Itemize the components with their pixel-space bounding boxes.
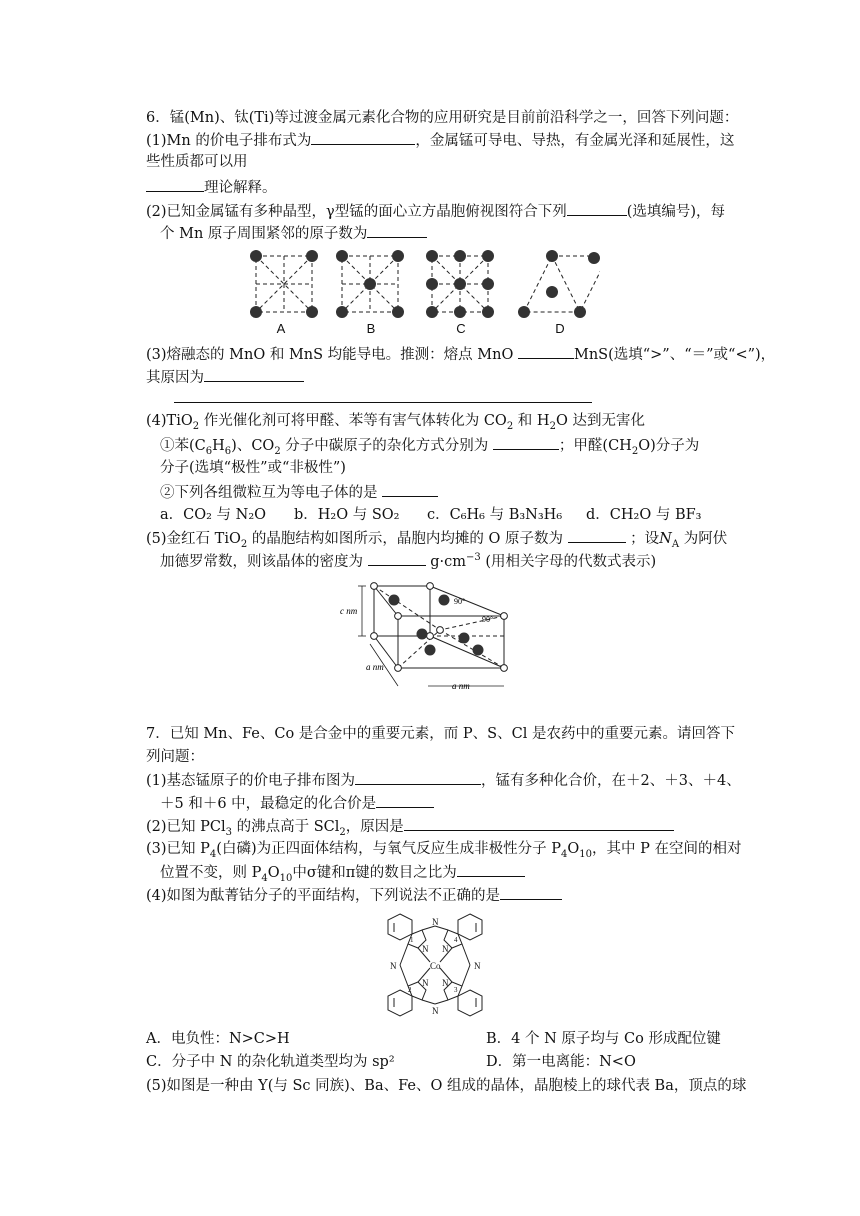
answer-blank[interactable] [493,435,559,450]
nitrogen-number-2: 2 [408,986,412,994]
rutile-unit-cell-figure [340,578,520,694]
q7-stem-line2: 列问题： [146,749,204,765]
figure-label-a: A [276,321,286,336]
option-d[interactable]: D．第一电离能：N<O [486,1054,636,1070]
option-b[interactable]: B．4 个 N 原子均与 Co 形成配位键 [486,1031,721,1047]
answer-blank[interactable] [457,862,525,877]
nitrogen-label: N [390,961,397,971]
nitrogen-label: N [442,944,449,954]
answer-blank[interactable] [567,201,627,216]
c-dimension-label: c nm [340,606,358,616]
option-a[interactable]: A．电负性：N>C>H [146,1031,290,1047]
q7-part2-line: (2)已知 PCl$_3$ 的沸点高于 SCl$_2$，原因是 [146,816,674,837]
q6-part4-sub2: ②下列各组微粒互为等电子体的是 [160,482,438,503]
q6-part2-line2: 个 Mn 原子周围紧邻的原子数为 [160,223,427,244]
q6-part2-line: (2)已知金属锰有多种晶型，γ型锰的面心立方晶胞俯视图符合下列 (选填编号)，每 [146,201,725,222]
figure-label-c: C [456,321,466,336]
nitrogen-number-3: 3 [454,986,458,994]
q7-part3-line2: 位置不变，则 $P_4O_{10}$中σ键和π键的数目之比为 [160,862,525,883]
figure-label-d: D [555,321,565,336]
answer-line[interactable] [174,402,592,403]
q7-part3-line: (3)已知 $P_4$(白磷)为正四面体结构，与氧气反应生成非极性分子 $P_4O_{10}$，其中 P 在空间的相对 [146,841,742,860]
q6-part4-sub1: ①苯$(C_6H_6)$、$CO_2$ 分子中碳原子的杂化方式分别为 ；甲醛$(CH_2O)$分子为 [160,435,699,456]
option-d[interactable]: d．CH₂O 与 BF₃ [586,507,702,523]
q6-part1-line2: 些性质都可以用 [146,154,248,170]
q7-part5-line: (5)如图是一种由 Y(与 Sc 同族)、Ba、Fe、O 组成的晶体，晶胞棱上的球代表 Ba，顶点的球 [146,1078,747,1094]
option-a[interactable]: a．CO₂ 与 N₂O [160,507,267,523]
nitrogen-label: N [422,978,429,988]
a-dimension-label-2: a nm [452,681,470,691]
answer-blank[interactable] [146,177,204,192]
nitrogen-label: N [474,961,481,971]
answer-blank[interactable] [518,344,574,359]
a-dimension-label: a nm [366,662,384,672]
q7-part1-line2: ＋5 和＋6 中，最稳定的化合价是 [160,793,434,814]
q6-part1-line: (1)Mn 的价电子排布式为 ，金属锰可导电、导热，有金属光泽和延展性，这 [146,130,734,151]
q6-stem: 6．锰(Mn)、钛(Ti)等过渡金属元素化合物的应用研究是目前前沿科学之一，回答下列问题： [146,110,739,126]
answer-blank[interactable] [204,367,304,382]
answer-blank[interactable] [367,223,427,238]
answer-blank[interactable] [311,130,415,145]
q6-part3-line: (3)熔融态的 MnO 和 MnS 均能导电。推测：熔点 MnO MnS(选填“>”、“＝”或“<”)， [146,344,775,365]
q6-part5-line: (5)金红石 TiO$_2$ 的晶胞结构如图所示，晶胞内均摊的 O 原子数为 ；设$N_A$ 为阿伏 [146,528,727,549]
q7-part4-line: (4)如图为酞菁钴分子的平面结构，下列说法不正确的是 [146,885,562,906]
nitrogen-label: N [432,917,439,927]
answer-blank[interactable] [382,482,438,497]
q6-part1-line3: 理论解释。 [146,177,277,198]
answer-blank[interactable] [568,528,626,543]
cobalt-phthalocyanine-structure [370,906,500,1024]
figure-label-b: B [366,321,376,336]
answer-blank[interactable] [376,793,434,808]
q6-part3-line2: 其原因为 [146,367,304,388]
q7-stem: 7．已知 Mn、Fe、Co 是合金中的重要元素，而 P、S、Cl 是农药中的重要元素。请回答下 [146,726,735,742]
view-a [256,256,312,312]
q6-part4-sub1-line2: 分子(选填“极性”或“非极性”) [160,460,346,476]
nitrogen-label: N [432,1006,439,1016]
nitrogen-number-4: 4 [454,936,458,944]
q6-part4-line: (4)TiO$_2$ 作光催化剂可将甲醛、苯等有害气体转化为 $CO_2$ 和 $H_2O$ 达到无害化 [146,413,645,432]
answer-blank[interactable] [404,816,674,831]
answer-blank[interactable] [355,770,481,785]
nitrogen-label: N [442,978,449,988]
nitrogen-number-1: 1 [410,936,414,944]
nitrogen-label: N [422,944,429,954]
crystal-top-views-figure [240,244,600,326]
angle-label-2: 90° [482,615,494,624]
cobalt-atom-label: Co [430,961,441,971]
answer-blank[interactable] [500,885,562,900]
q7-part1-line: (1)基态锰原子的价电子排布图为 ，锰有多种化合价，在＋2、＋3、＋4、 [146,770,741,791]
answer-blank[interactable] [368,551,426,566]
option-b[interactable]: b．H₂O 与 SO₂ [294,507,400,523]
angle-label: 90° [454,597,466,606]
q6-part5-line2: 加德罗常数，则该晶体的密度为 $g\cdot cm^{-3}$ (用相关字母的代数式表示) [160,552,657,570]
option-c[interactable]: c．C₆H₆ 与 B₃N₃H₆ [427,507,563,523]
option-c[interactable]: C．分子中 N 的杂化轨道类型均为 sp² [146,1054,395,1070]
